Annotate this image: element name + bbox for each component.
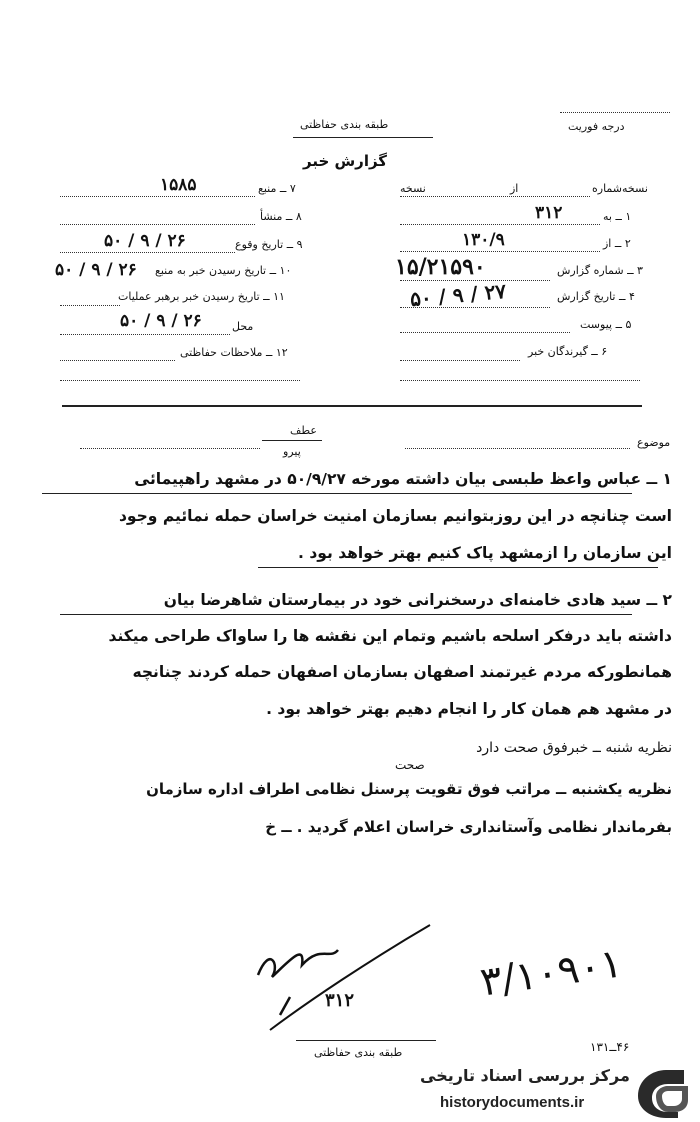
to-value: ۳۱۲: [535, 203, 563, 223]
source-label: ۷ ــ منبع: [258, 182, 296, 195]
watermark-url: historydocuments.ir: [440, 1094, 585, 1111]
form-code: ۴۶ــ۱۳۱: [590, 1040, 630, 1054]
subject-dots-right: [405, 448, 630, 449]
opinion-sunday-line-2: بفرماندار نظامی وآستانداری خراسان اعلام گردید . ــ خ: [265, 818, 672, 836]
received-label: ۱۰ ــ تاریخ رسیدن خبر به منبع: [155, 264, 292, 277]
place-dots: [60, 334, 230, 335]
body-line-4-underline: [60, 614, 632, 615]
classification-bottom: طبقه بندی حفاظتی: [314, 1046, 403, 1059]
report-date-label: ۴ ــ تاریخ گزارش: [557, 290, 635, 303]
watermark-title: مرکز بررسی اسناد تاریخی: [420, 1066, 630, 1085]
body-line-2: است چنانچه در این روزبتوانیم بسازمان امنیت خراسان حمله نمائیم وجود: [118, 507, 672, 525]
copy-dots: [400, 196, 590, 197]
report-date-dots: [400, 307, 550, 308]
body-line-5: داشته باید درفکر اسلحه باشیم وتمام این نقشه ها را ساواک طراحی میکند: [108, 627, 672, 645]
archive-logo-icon: [632, 1066, 692, 1120]
copy-word-label: نسخه: [400, 182, 426, 195]
ref-bottom-label: پیرو: [283, 445, 301, 458]
recipients-dots-1: [400, 360, 520, 361]
opinion-sunday-line-1: نظریه یکشنبه ــ مراتب فوق تقویت پرسنل نظامی اطراف اداره سازمان: [146, 780, 672, 798]
classification-top: طبقه بندی حفاظتی: [300, 118, 389, 131]
notes-dots-1: [60, 360, 175, 361]
report-date-value: ۲۷ / ۹ / ۵۰: [409, 278, 508, 312]
body-line-3-underline: [258, 567, 658, 568]
body-line-4: ۲ ــ سید هادی خامنه‌ای درسخنرانی خود در بیمارستان شاهرضا بیان: [163, 591, 672, 609]
body-line-3: این سازمان را ازمشهد پاک کنیم بهتر خواهد بود .: [298, 544, 672, 562]
signature-number: ۳۱۲: [325, 990, 355, 1011]
notes-label: ۱۲ ــ ملاحظات حفاظتی: [180, 346, 288, 359]
place-label: محل: [232, 320, 254, 333]
from-label: ۲ ــ از: [603, 237, 631, 250]
source-dots: [60, 196, 255, 197]
section-divider: [62, 405, 642, 407]
notes-dots-2: [60, 380, 300, 381]
classification-underline: [293, 137, 433, 138]
to-label: ۱ ــ به: [603, 210, 632, 223]
copy-from-label: از: [510, 182, 519, 195]
received-ops-value: ۲۶ / ۹ / ۵۰: [120, 311, 202, 331]
received-value: ۲۶ / ۹ / ۵۰: [55, 260, 137, 280]
page-title: گزارش خبر: [303, 152, 388, 170]
received-ops-dots: [60, 305, 120, 306]
footer-classification-line: [296, 1040, 436, 1041]
opinion-saturday: نظریه شنبه ــ خبرفوق صحت دارد: [476, 740, 672, 756]
occurrence-dots: [60, 252, 235, 253]
from-dots: [400, 251, 600, 252]
body-line-7: در مشهد هم همان کار را انجام دهیم بهتر خواهد بود .: [266, 700, 672, 718]
handwritten-signature: [250, 905, 440, 1035]
occurrence-label: ۹ ــ تاریخ وقوع: [235, 238, 303, 251]
to-dots: [400, 224, 600, 225]
recipients-label: ۶ ــ گیرندگان خبر: [528, 345, 608, 358]
ref-top-label: عطف: [290, 424, 317, 437]
subject-label: موضوع: [637, 436, 671, 449]
occurrence-value: ۲۶ / ۹ / ۵۰: [104, 231, 186, 251]
correction-word: صحت: [395, 758, 425, 772]
source-value: ۱۵۸۵: [160, 175, 197, 195]
urgency-label: درجه فوریت: [568, 120, 625, 133]
recipients-dots-2: [400, 380, 640, 381]
origin-dots: [60, 224, 255, 225]
report-number-value: ۱۵/۲۱۵۹۰: [395, 254, 486, 280]
from-value: ۱۳۰/۹: [462, 230, 505, 250]
attachment-label: ۵ ــ پیوست: [580, 318, 632, 331]
body-line-6: همانطورکه مردم غیرتمند اصفهان بسازمان اصفهان حمله کردند چنانچه: [132, 663, 672, 681]
report-number-label: ۳ ــ شماره گزارش: [557, 264, 643, 277]
handwritten-archive-number: ۳/۱۰۹۰۱: [477, 940, 625, 1006]
subject-dots-left: [80, 448, 260, 449]
urgency-dots: [560, 112, 670, 113]
ref-divider: [262, 440, 322, 441]
copy-number-label: نسخه‌شماره: [592, 182, 648, 195]
attachment-dots: [400, 332, 570, 333]
body-line-1-underline: [42, 493, 632, 494]
body-line-1: ۱ ــ عباس واعظ طبسی بیان داشته مورخه ۵۰/۹/۲۷ در مشهد راهپیمائی: [134, 470, 672, 488]
origin-label: ۸ ــ منشأ: [260, 210, 302, 223]
received-ops-label: ۱۱ ــ تاریخ رسیدن خبر برهبر عملیات: [118, 290, 285, 303]
